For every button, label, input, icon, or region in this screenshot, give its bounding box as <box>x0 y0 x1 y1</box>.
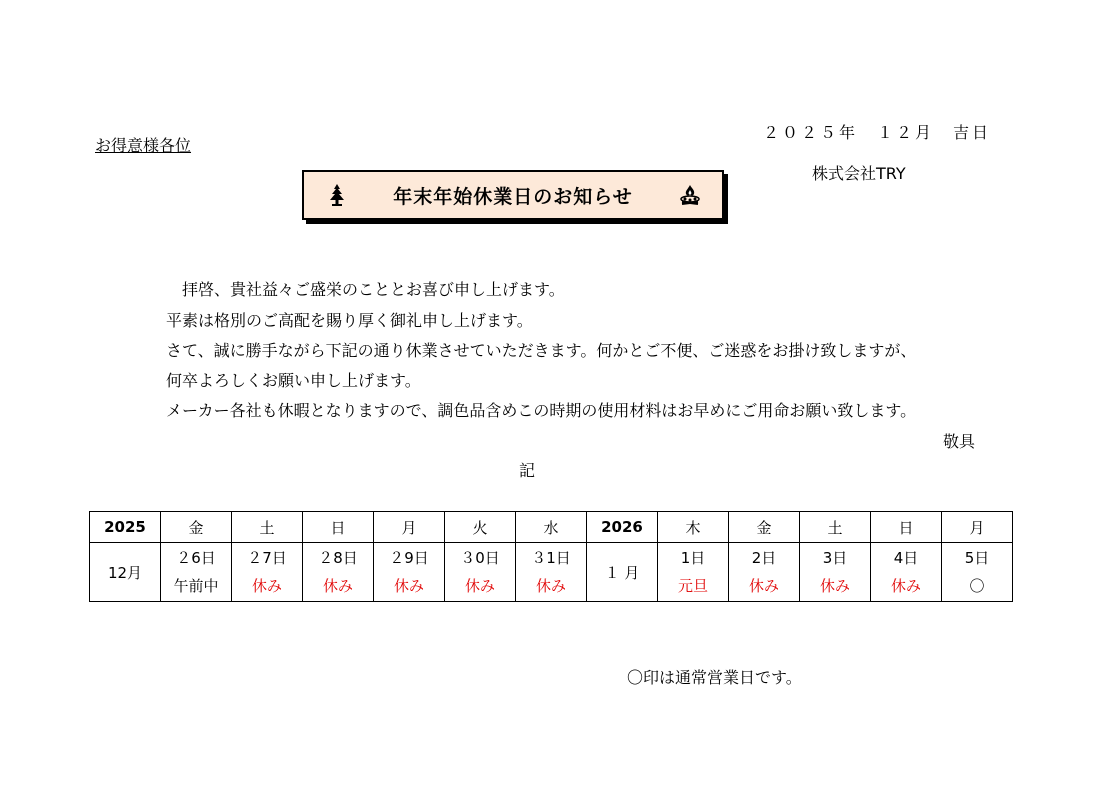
bonfire-icon <box>678 183 700 207</box>
day-date: 3日 <box>822 549 848 567</box>
weekday-cell: 木 <box>658 512 729 543</box>
day-date: ２9日 <box>389 549 429 567</box>
month-cell: １ 月 <box>587 543 658 602</box>
page-title: 年末年始休業日のお知らせ <box>393 185 633 208</box>
day-cell <box>303 543 374 602</box>
day-status: 午前中 <box>173 577 219 595</box>
day-cell <box>374 543 445 602</box>
company-name: 株式会社TRY <box>812 164 906 183</box>
day-status: 休み <box>322 577 353 595</box>
month-cell: 12月 <box>90 543 161 602</box>
day-status: 休み <box>251 577 282 595</box>
weekday-cell: 土 <box>800 512 871 543</box>
day-status: 休み <box>535 577 566 595</box>
weekday-cell: 土 <box>232 512 303 543</box>
business-day-note: 〇印は通常営業日です。 <box>627 668 802 687</box>
day-cell <box>161 543 232 602</box>
issue-date: ２０２５年 １２月 吉日 <box>763 123 992 142</box>
day-cell <box>445 543 516 602</box>
day-status: 休み <box>819 577 850 595</box>
day-date: ２6日 <box>176 549 216 567</box>
ki-heading: 記 <box>519 461 536 480</box>
day-cell <box>942 543 1013 602</box>
day-date: ２7日 <box>247 549 287 567</box>
year-2025-cell: 2025 <box>90 512 161 543</box>
christmas-tree-icon <box>326 183 348 207</box>
table-header-row <box>90 512 1013 543</box>
closing-word: 敬具 <box>943 432 976 451</box>
day-date: 2日 <box>751 549 777 567</box>
day-status: 休み <box>464 577 495 595</box>
table-row <box>90 543 1013 602</box>
weekday-cell: 日 <box>871 512 942 543</box>
body-line: さて、誠に勝手ながら下記の通り休業させていただきます。何かとご不便、ご迷惑をお掛け致しますが、 <box>166 341 917 360</box>
day-date: ３0日 <box>460 549 500 567</box>
greeting-line: 拝啓、貴社益々ご盛栄のこととお喜び申し上げます。 <box>166 280 565 299</box>
day-date: ３1日 <box>531 549 571 567</box>
recipient: お得意様各位 <box>95 136 192 155</box>
day-status: 元旦 <box>677 577 708 595</box>
day-cell <box>658 543 729 602</box>
body-line: 平素は格別のご高配を賜り厚く御礼申し上げます。 <box>166 311 533 330</box>
weekday-cell: 金 <box>161 512 232 543</box>
weekday-cell: 水 <box>516 512 587 543</box>
day-cell <box>729 543 800 602</box>
day-date: 4日 <box>893 549 919 567</box>
weekday-cell: 月 <box>374 512 445 543</box>
title-banner <box>302 170 724 220</box>
day-status: 休み <box>890 577 921 595</box>
year-2026-cell: 2026 <box>587 512 658 543</box>
body-line: 何卒よろしくお願い申し上げます。 <box>166 371 421 390</box>
holiday-schedule-table <box>89 511 1013 602</box>
day-date: ２8日 <box>318 549 358 567</box>
day-cell <box>516 543 587 602</box>
day-cell <box>800 543 871 602</box>
day-date: 1日 <box>680 549 706 567</box>
weekday-cell: 金 <box>729 512 800 543</box>
weekday-cell: 火 <box>445 512 516 543</box>
day-cell <box>232 543 303 602</box>
day-date: 5日 <box>964 549 990 567</box>
weekday-cell: 日 <box>303 512 374 543</box>
day-cell <box>871 543 942 602</box>
day-status: 休み <box>393 577 424 595</box>
weekday-cell: 月 <box>942 512 1013 543</box>
body-line: メーカー各社も休暇となりますので、調色品含めこの時期の使用材料はお早めにご用命お願い致します。 <box>166 401 917 420</box>
day-status: 休み <box>748 577 779 595</box>
day-status: 〇 <box>969 577 985 595</box>
